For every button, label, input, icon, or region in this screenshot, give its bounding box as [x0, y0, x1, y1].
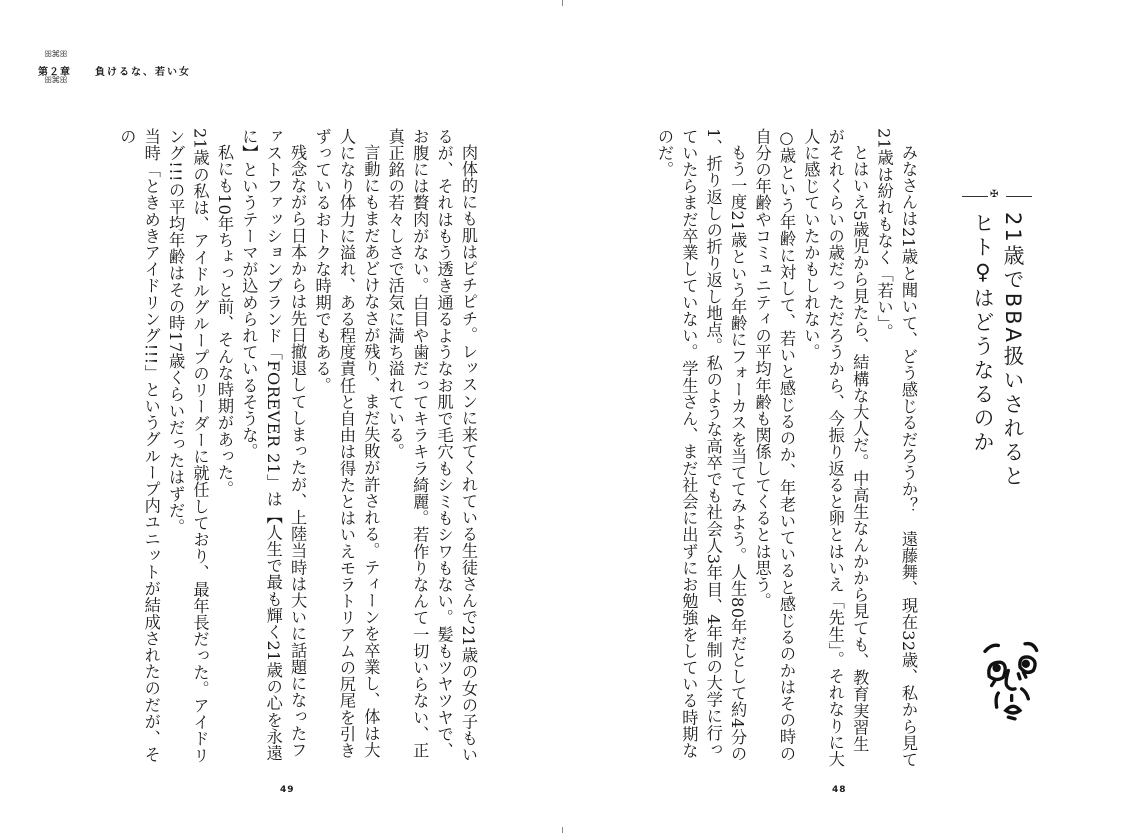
- paragraph: 言動にもまだあどけなさが残り、まだ失敗が許される。ティーンを卒業し、体は大人になり体力に溢れ、ある程度責任と自由は得たとはいえモラトリアムの尻尾を引きずっているおトクな時期でもある。: [312, 128, 381, 759]
- section-heading: [962, 189, 1032, 532]
- paragraph: 当時「ときめきアイドリング!!!」というグループ内ユニットが結成されたのだが、その: [117, 128, 161, 763]
- paragraph: もう一度21歳という年齢にフォーカスを当ててみよう。人生80年だとして約4分の1、折り返しの折り返し地点。私のような高卒でも社会人3年目、4年制の大学に行っていたらまだ卒業していない。学生さん、まだ社会に出ずにお勉強をしている時期なのだ。: [654, 128, 748, 763]
- paragraph: 21歳の私は、アイドルグループのリーダーに就任しており、最年長だった。アイドリング!!!の平均年齢はその時17歳くらいだったはずだ。: [166, 128, 210, 764]
- section-title-line-1: 21歳でBBA扱いされると: [1001, 212, 1025, 489]
- running-head: [38, 50, 238, 90]
- chapter-number: 第２章: [38, 67, 71, 78]
- paragraph: 私にも10年ちょっと前、そんな時期があった。: [214, 144, 234, 498]
- section-title-line-2: ヒト♀はどうなるのか: [971, 212, 995, 455]
- shocked-face-illustration-icon: [960, 628, 1060, 733]
- ornament-icon: ꕥ⌘ꕥ: [44, 50, 67, 60]
- page-number: 48: [832, 785, 847, 795]
- paragraph: 残念ながら日本からは先日撤退してしまったが、上陸当時は大いに話題になったファストファッションブランド「FOREVER 21」は【人生で最も輝く21歳の心を永遠に】というテーマが込められているそうな。: [239, 128, 308, 762]
- paragraph: みなさんは21歳と聞いて、どう感じるだろうか？ 遠藤舞、現在32歳、私から見て21歳は紛れもなく「若い」。: [874, 128, 918, 768]
- left-page: [0, 0, 562, 833]
- chapter-title: 負けるな、若い女: [95, 67, 191, 78]
- paragraph: とはいえ5歳児から見たら、結構な大人だ。中高生なんかから見ても、教育実習生がそれくらいの歳だっただろうから、今振り返ると卵とはいえ「先生」。それなりに大人に感じていたかもしれない。: [801, 128, 870, 768]
- section-title: [968, 212, 1028, 532]
- paragraph: ○歳という年齢に対して、若いと感じるのか、年老いていると感じるのかはその時の自分の年齢やコミュニティの平均年齢も関係してくるとは思う。: [752, 128, 796, 762]
- heading-ornament-icon: ✠: [962, 192, 1032, 202]
- left-page-body: [70, 128, 480, 768]
- right-page-body: [652, 128, 920, 768]
- ornament-icon: ꕥ⌘ꕥ: [44, 76, 67, 86]
- paragraph: 肉体的にも肌はピチピチ。レッスンに来てくれている生徒さんで21歳の女の子もいるが、それはもう透き通るようなお肌で毛穴もシミもシワもない。髪もツヤツヤで、お腹には贅肉がない。白目や歯だってキラキラ綺麗。若作りなんて一切いらない、正真正銘の若々しさで活気に満ち溢れている。: [385, 128, 478, 764]
- page-number: 49: [280, 785, 295, 795]
